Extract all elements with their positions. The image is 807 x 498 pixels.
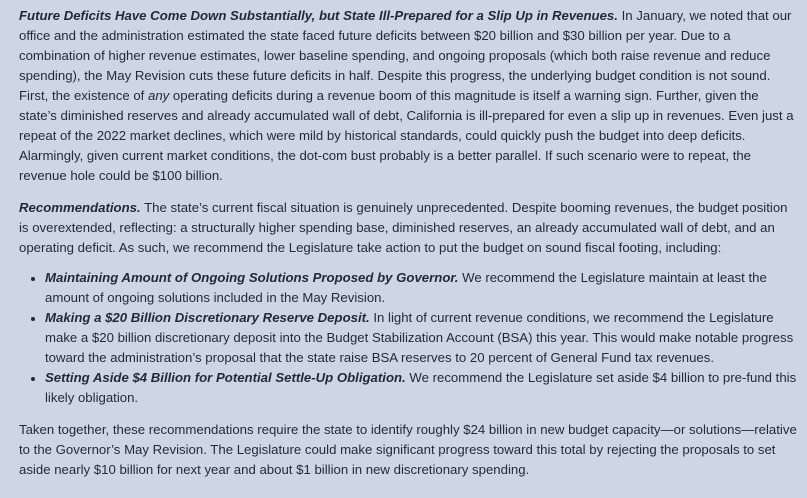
list-item [45,268,797,308]
deficits-heading: Future Deficits Have Come Down Substantially, but State Ill-Prepared for a Slip Up in Revenues. [19,8,618,23]
deficits-emphasis: any [148,88,170,103]
bullet-text: We recommend the Legislature maintain at least the amount of ongoing solutions included in the May Revision. [45,270,767,305]
bullet-text: We recommend the Legislature set aside $4 billion to pre-fund this likely obligation. [45,370,797,405]
bullet-heading: Maintaining Amount of Ongoing Solutions Proposed by Governor. [45,270,459,285]
deficits-text-b: operating deficits during a revenue boom of this magnitude is itself a warning sign. Further, given the state’s diminished reserves and already accumulated wall of debt, California is ill-prepared for even a slip up in revenues. Even just a repeat of the 2022 market declines, which were mild by historical standards, could quickly push the budget into deep deficits. Alarmingly, given current market conditions, the dot-com bust probably is a better parallel. If such scenario were to repeat, the revenue hole could be $100 billion. [19,88,794,183]
list-item [45,308,797,368]
recommendations-heading: Recommendations. [19,200,141,215]
conclusion-text: Taken together, these recommendations require the state to identify roughly $24 billion in new budget capacity—or solutions—relative to the Governor’s May Revision. The Legislature could make significant progress toward this total by rejecting the proposals to set aside nearly $10 billion for next year and about $1 billion in new discretionary spending. [19,422,797,477]
list-item [45,368,797,408]
bullet-text: In light of current revenue conditions, we recommend the Legislature make a $20 billion discretionary deposit into the Budget Stabilization Account (BSA) this year. This would make notable progress toward the administration’s proposal that the state raise BSA reserves to 20 percent of General Fund tax revenues. [45,310,794,365]
bullet-heading: Setting Aside $4 Billion for Potential Settle-Up Obligation. [45,370,406,385]
bullet-heading: Making a $20 Billion Discretionary Reserve Deposit. [45,310,370,325]
recommendations-text: The state’s current fiscal situation is genuinely unprecedented. Despite booming revenues, the budget position is overextended, reflecting: a structurally higher spending base, diminished reserves, an already accumulated wall of debt, and an operating deficit. As such, we recommend the Legislature take action to put the budget on sound fiscal footing, including: [19,200,788,255]
recommendations-paragraph [19,198,797,258]
conclusion-paragraph [19,420,797,480]
recommendations-list [19,268,797,408]
deficits-text-a: In January, we noted that our office and the administration estimated the state faced future deficits between $20 billion and $30 billion per year. Due to a combination of higher revenue estimates, lower baseline spending, and ongoing proposals (which both raise revenue and reduce spending), the May Revision cuts these future deficits in half. Despite this progress, the underlying budget condition is not sound. First, the existence of [19,8,792,103]
deficits-paragraph [19,6,797,186]
